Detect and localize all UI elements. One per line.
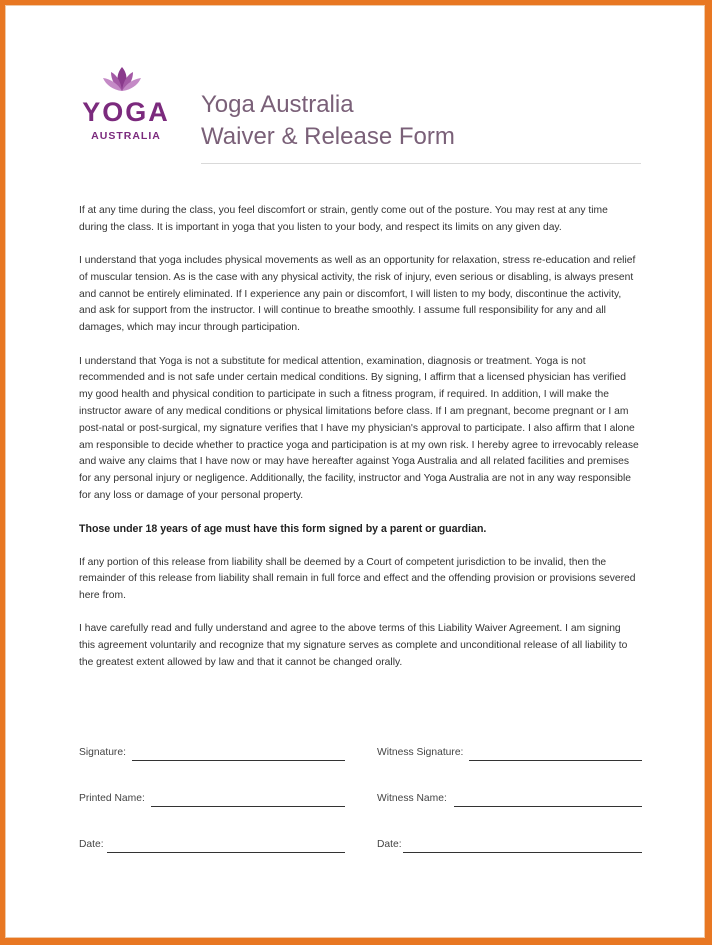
paragraph-risk: I understand that yoga includes physical movements as well as an opportunity for relaxation, stress re-education and relief of muscular tension. As is the case with any physical activity, the risk of injury, even serious or disabling, is always present and cannot be entirely eliminated. If I experience any pain or discomfort, I will listen to my body, discontinue the activity, and ask for support from the instructor. I will continue to breathe smoothly. I assume full responsibility for any and all damages, which may incur through participation. [79,255,636,334]
lotus-icon [100,65,144,93]
title-line-1: Yoga Australia [201,91,354,118]
signature-label: Signature: [79,747,126,758]
paragraph-severability: If any portion of this release from liability shall be deemed by a Court of competent jurisdiction to be invalid, then the remainder of this release from liability shall remain in full force and effect and the offending provision or provisions severed here from. [79,556,636,602]
witness-signature-field[interactable] [469,760,642,761]
form-title [201,89,455,153]
witness-date-field[interactable] [403,852,642,853]
logo-word: YOGA [82,97,170,127]
witness-name-field[interactable] [454,806,642,807]
date-field[interactable] [107,852,345,853]
paragraph-discomfort: If at any time during the class, you feel discomfort or strain, gently come out of the posture. You may rest at any time during the class. It is important in yoga that you listen to your body, and respect its limits on any given day. [79,205,608,233]
paragraph-age-notice: Those under 18 years of age must have this form signed by a parent or guardian. [79,523,487,536]
paragraph-agreement: I have carefully read and fully understand and agree to the above terms of this Liability Waiver Agreement. I am signing this agreement voluntarily and recognize that my signature serves as complete and unconditional release of all liability to the greatest extent allowed by law and that it cannot be changed orally. [79,623,628,669]
paragraph-medical: I understand that Yoga is not a substitute for medical attention, examination, diagnosis or treatment. Yoga is not recommended and is not safe under certain medical conditions. By signing, I affirm that a licensed physician has verified my good health and physical condition to participate in such a fitness program, if required. In addition, I will make the instructor aware of any medical conditions or physical limitations before class. If I am pregnant, become pregnant or I am post-natal or post-surgical, my signature verifies that I have my physician's approval to participate. I also affirm that I alone am responsible to decide whether to practice yoga and participation is at my own risk. I hereby agree to irrevocably release and waive any claims that I have now or may have hereafter against Yoga Australia and all related facilities and premises for any personal injury or negligence. Additionally, the facility, instructor and Yoga Australia are not in any way responsible for any loss or damage of your personal property. [79,355,639,501]
witness-name-label: Witness Name: [377,793,447,804]
printed-name-label: Printed Name: [79,793,145,804]
printed-name-field[interactable] [151,806,345,807]
logo-subtitle: AUSTRALIA [91,130,161,142]
yoga-australia-logo [81,65,171,149]
waiver-page [5,5,705,938]
date-label: Date: [79,839,104,850]
waiver-body [79,203,639,688]
witness-date-label: Date: [377,839,402,850]
signature-field[interactable] [132,760,345,761]
title-line-2: Waiver & Release Form [201,123,455,150]
witness-signature-label: Witness Signature: [377,747,464,758]
header-divider [201,163,641,164]
